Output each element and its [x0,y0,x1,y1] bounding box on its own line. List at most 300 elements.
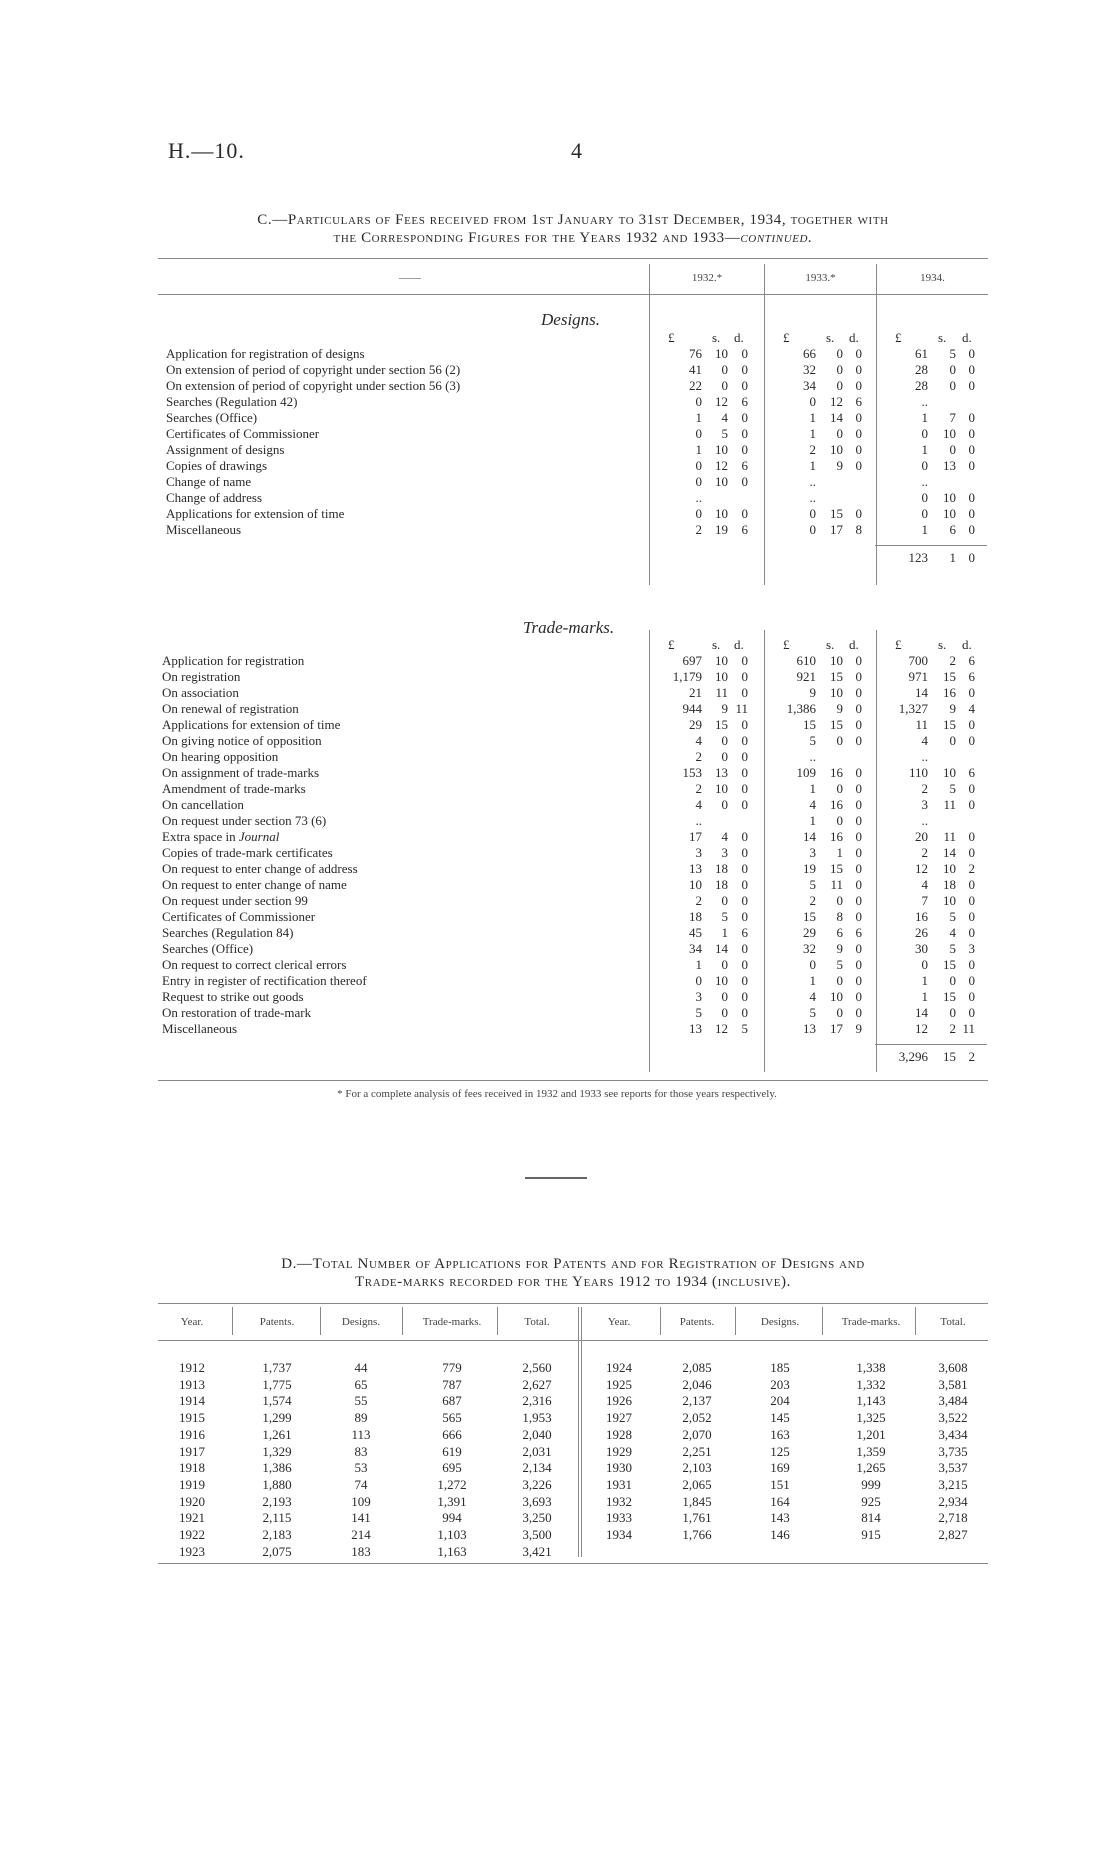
shillings: 5 [949,781,956,796]
designs-row-label: Copies of drawings [166,458,268,473]
shillings: 10 [715,653,728,668]
pounds: .. [809,490,816,505]
shillings: 0 [721,749,728,764]
unit-pound: £ [668,330,675,345]
pence: 6 [968,765,975,780]
pounds: 0 [921,506,928,521]
d-header-cell: Patents. [679,1316,715,1328]
pounds: 15 [803,717,816,732]
pence: 0 [855,957,862,972]
pounds: 0 [809,522,816,537]
shillings: 13 [715,765,728,780]
shillings: 0 [949,733,956,748]
unit-pence: d. [962,637,972,652]
unit-pence: d. [962,330,972,345]
pence: 0 [855,877,862,892]
pence: 0 [855,813,862,828]
d-left-cell: 113 [351,1426,371,1442]
d-right-cell: 164 [770,1493,790,1509]
d-left-cell: 1,299 [262,1410,292,1426]
unit-shilling: s. [712,330,721,345]
pounds: 0 [695,474,702,489]
col-head-1934: 1934. [920,272,945,284]
pounds: 1 [695,410,702,425]
shillings: 11 [943,797,956,812]
d-vline [915,1307,916,1335]
d-left-cell: 787 [442,1376,462,1392]
d-left-cell: 55 [354,1393,368,1409]
pence: 0 [741,749,748,764]
pounds: 10 [689,877,702,892]
pence: 0 [741,474,748,489]
pounds: 0 [921,957,928,972]
designs-row-label: Change of name [166,474,252,489]
shillings: 19 [715,522,728,537]
italic-label: Journal [238,829,280,844]
pence: 0 [855,1005,862,1020]
d-right-cell: 1930 [606,1460,632,1476]
pence: 6 [968,669,975,684]
d-right-cell: 3,434 [938,1426,968,1442]
pence: 0 [968,506,975,521]
pence: 0 [741,426,748,441]
pence: 0 [855,701,862,716]
shillings: 10 [715,973,728,988]
pounds: 0 [809,394,816,409]
shillings: 10 [830,989,843,1004]
designs-row-label: Applications for extension of time [166,506,345,521]
shillings: 5 [949,346,956,361]
trademarks-row-label: On hearing opposition [162,749,279,764]
shillings: 0 [721,378,728,393]
d-right-cell: 1,338 [856,1360,886,1375]
pence: 0 [968,797,975,812]
d-left-cell: 1916 [179,1426,205,1442]
pounds: 0 [921,458,928,473]
pounds: .. [809,474,816,489]
pounds: 153 [682,765,702,780]
d-left-cell: 1,163 [437,1543,467,1559]
d-left-cell: 1917 [179,1443,205,1459]
pence: 6 [741,522,748,537]
d-left-cell: 695 [442,1460,462,1476]
shillings: 5 [949,909,956,924]
d-right-cell: 1,265 [856,1460,886,1476]
shillings: 0 [836,813,843,828]
shillings: 0 [721,797,728,812]
pence: 11 [735,701,748,716]
shillings: 0 [949,973,956,988]
d-vline [578,1307,579,1557]
pence: 0 [855,653,862,668]
pence: 0 [968,426,975,441]
shillings: 16 [830,765,843,780]
trademarks-row-label: On association [162,685,239,700]
shillings: 0 [949,378,956,393]
d-right-cell: 1931 [606,1476,632,1492]
shillings: 10 [830,685,843,700]
pounds: 0 [695,394,702,409]
pence: 0 [968,909,975,924]
pence: 0 [968,877,975,892]
pounds: 1 [921,522,928,537]
d-left-cell: 619 [442,1443,462,1459]
d-right-cell: 1925 [606,1376,632,1392]
shillings: 9 [949,701,956,716]
trademarks-row-label: On request under section 99 [162,893,308,908]
d-left-cell: 3,500 [522,1527,552,1542]
designs-row-label: Certificates of Commissioner [166,426,320,441]
d-left-cell: 2,183 [262,1527,292,1542]
pounds: 700 [908,653,928,668]
unit-shilling: s. [712,637,721,652]
pence: 0 [741,685,748,700]
d-right-cell: 3,522 [938,1410,968,1426]
pounds: 5 [695,1005,702,1020]
d-left-cell: 44 [354,1360,368,1375]
pounds: .. [695,813,702,828]
pounds: 9 [809,685,816,700]
pence: 0 [968,781,975,796]
pence: 0 [741,973,748,988]
d-right-cell: 1924 [606,1360,632,1375]
unit-pence: d. [734,330,744,345]
pounds: 14 [915,1005,928,1020]
d-left-cell: 1,329 [262,1443,292,1459]
shillings: 6 [836,925,843,940]
pounds: 66 [803,346,816,361]
pounds: 921 [796,669,816,684]
d-left-cell: 1922 [179,1527,205,1542]
shillings: 0 [721,989,728,1004]
section-d-title-line2: Trade-marks recorded for the Years 1912 to 1934 (inclusive). [355,1274,791,1290]
trademarks-row-label: Certificates of Commissioner [162,909,316,924]
total-pounds: 3,296 [898,1049,928,1064]
document-code: H.—10. [168,138,245,163]
shillings: 10 [943,893,956,908]
d-header-cell: Total. [524,1316,550,1328]
pounds: 4 [921,733,928,748]
d-right-cell: 2,085 [682,1360,712,1375]
d-right-cell: 1,359 [856,1443,886,1459]
pence: 0 [741,362,748,377]
pounds: 4 [695,797,702,812]
pounds: 4 [809,797,816,812]
d-left-cell: 2,115 [262,1510,292,1526]
shillings: 18 [943,877,956,892]
trademarks-row-label: On request to correct clerical errors [162,957,347,972]
trademarks-row-label: On request to enter change of address [162,861,358,876]
unit-shilling: s. [826,637,835,652]
d-left-cell: 1,953 [522,1410,552,1426]
d-right-cell: 3,484 [938,1393,968,1409]
d-left-cell: 1,391 [437,1493,467,1509]
total-pence: 0 [968,550,975,565]
shillings: 0 [721,893,728,908]
shillings: 14 [715,941,728,956]
pence: 0 [855,685,862,700]
pounds: 28 [915,378,928,393]
pounds: 1 [809,410,816,425]
shillings: 15 [943,957,956,972]
shillings: 9 [836,458,843,473]
total-shillings: 15 [943,1049,956,1064]
pence: 0 [741,877,748,892]
pounds: 2 [695,522,702,537]
d-right-cell: 2,065 [682,1476,712,1492]
shillings: 5 [721,426,728,441]
designs-row-label: Application for registration of designs [166,346,365,361]
pounds: 1,386 [786,701,816,716]
pounds: .. [921,394,928,409]
pounds: .. [921,813,928,828]
pence: 0 [855,781,862,796]
d-left-cell: 779 [442,1360,462,1375]
pence: 0 [968,845,975,860]
d-left-cell: 2,627 [522,1376,552,1392]
trademarks-row-label: Entry in register of rectification thereof [162,973,367,988]
pounds: 2 [921,845,928,860]
shillings: 0 [836,426,843,441]
unit-pence: d. [734,637,744,652]
d-right-cell: 143 [770,1510,790,1526]
d-right-cell: 1932 [606,1493,632,1509]
d-right-cell: 3,735 [938,1443,968,1459]
section-d-title-line1: D.—Total Number of Applications for Patents and for Registration of Designs and [281,1256,865,1272]
pounds: 697 [682,653,702,668]
d-vline [581,1307,582,1557]
shillings: 15 [830,861,843,876]
pence: 6 [855,394,862,409]
d-left-cell: 214 [351,1527,371,1542]
pence: 0 [741,861,748,876]
pence: 0 [968,973,975,988]
trademarks-row-label: Application for registration [162,653,305,668]
pounds: 1 [809,426,816,441]
pounds: 45 [689,925,702,940]
shillings: 0 [836,893,843,908]
pounds: 2 [695,893,702,908]
col-head-1932: 1932.* [691,272,723,284]
shillings: 10 [715,506,728,521]
d-right-cell: 185 [770,1360,790,1375]
trademarks-row-label: On request under section 73 (6) [162,813,327,828]
d-left-cell: 1,775 [262,1376,292,1392]
pounds: 16 [915,909,928,924]
pounds: 61 [915,346,928,361]
pence: 0 [741,781,748,796]
pounds: 4 [809,989,816,1004]
d-left-cell: 3,226 [522,1476,552,1492]
d-left-cell: 1,386 [262,1460,292,1476]
d-header-cell: Designs. [760,1316,800,1328]
shillings: 15 [830,717,843,732]
d-left-cell: 2,075 [262,1543,292,1559]
pence: 0 [855,893,862,908]
shillings: 10 [715,474,728,489]
shillings: 2 [949,1021,956,1036]
d-header-cell: Trade-marks. [841,1316,901,1328]
d-right-cell: 1928 [606,1426,632,1442]
pence: 0 [968,989,975,1004]
pounds: 17 [689,829,702,844]
pounds: 3 [695,989,702,1004]
shillings: 9 [721,701,728,716]
pounds: 0 [921,426,928,441]
d-left-cell: 1918 [179,1460,205,1476]
d-vline [735,1307,736,1335]
pence: 0 [968,442,975,457]
shillings: 11 [715,685,728,700]
unit-shilling: s. [938,637,947,652]
pounds: 1 [921,410,928,425]
d-right-cell: 2,137 [682,1393,712,1409]
pence: 0 [855,845,862,860]
trademarks-row-label: Searches (Regulation 84) [162,925,294,940]
trademarks-row-label: On assignment of trade-marks [162,765,320,780]
pounds: 22 [689,378,702,393]
total-pence: 2 [968,1049,975,1064]
d-left-cell: 3,250 [522,1510,552,1526]
d-left-cell: 109 [351,1493,371,1509]
d-left-cell: 2,193 [262,1493,292,1509]
pounds: 29 [689,717,702,732]
d-left-cell: 3,421 [522,1543,552,1559]
col-head-1933: 1933.* [805,272,836,284]
pence: 0 [741,765,748,780]
d-left-cell: 994 [442,1510,462,1526]
pence: 0 [855,797,862,812]
d-right-cell: 1933 [606,1510,632,1526]
pounds: 13 [689,861,702,876]
pence: 5 [741,1021,748,1036]
pounds: 26 [915,925,928,940]
d-right-cell: 2,827 [938,1527,968,1542]
d-right-cell: 2,251 [682,1443,712,1459]
d-right-cell: 999 [861,1476,881,1492]
d-right-cell: 3,537 [938,1460,968,1476]
d-vline [497,1307,498,1335]
shillings: 10 [830,442,843,457]
pence: 0 [855,829,862,844]
pounds: 2 [809,442,816,457]
pounds: 1 [809,458,816,473]
shillings: 0 [836,378,843,393]
d-right-cell: 2,046 [682,1376,712,1392]
pence: 0 [968,1005,975,1020]
trademarks-heading: Trade-marks. [523,618,615,637]
pence: 0 [855,861,862,876]
pence: 0 [741,957,748,972]
shillings: 0 [836,362,843,377]
pounds: 1 [921,989,928,1004]
pence: 0 [855,442,862,457]
pence: 0 [741,442,748,457]
pence: 0 [741,941,748,956]
pence: 0 [741,845,748,860]
shillings: 15 [830,506,843,521]
pounds: 76 [689,346,702,361]
pence: 0 [741,346,748,361]
pounds: 1 [809,781,816,796]
d-left-cell: 141 [351,1510,371,1526]
trademarks-row-label: On renewal of registration [162,701,299,716]
d-right-cell: 1,325 [856,1410,886,1426]
pence: 0 [741,909,748,924]
pence: 0 [968,925,975,940]
trademarks-row-label: Request to strike out goods [162,989,304,1004]
d-right-cell: 145 [770,1410,790,1426]
pounds: 11 [915,717,928,732]
d-header-cell: Designs. [341,1316,381,1328]
pounds: .. [921,749,928,764]
shillings: 12 [715,1021,728,1036]
pence: 6 [741,925,748,940]
d-left-cell: 1915 [179,1410,205,1426]
pence: 0 [741,797,748,812]
shillings: 5 [721,909,728,924]
shillings: 7 [949,410,956,425]
pounds: 2 [695,749,702,764]
pounds: 4 [921,877,928,892]
d-right-cell: 1934 [606,1527,632,1542]
pounds: 1 [695,442,702,457]
pounds: 12 [915,1021,928,1036]
d-vline [822,1307,823,1335]
shillings: 15 [943,717,956,732]
d-right-cell: 1929 [606,1443,632,1459]
trademarks-row-label: Applications for extension of time [162,717,341,732]
shillings: 0 [836,346,843,361]
shillings: 4 [721,410,728,425]
pence: 9 [855,1021,862,1036]
pounds: 1 [695,957,702,972]
pence: 0 [741,717,748,732]
d-left-cell: 1,103 [437,1527,467,1542]
d-right-cell: 1,332 [856,1376,886,1392]
pence: 0 [855,717,862,732]
d-right-cell: 146 [770,1527,790,1542]
d-left-cell: 74 [354,1476,368,1492]
pence: 0 [741,989,748,1004]
d-vline [320,1307,321,1335]
d-vline [232,1307,233,1335]
pounds: 14 [915,685,928,700]
trademarks-row-label: Miscellaneous [162,1021,238,1036]
pounds: 41 [689,362,702,377]
trademarks-row-label: Copies of trade-mark certificates [162,845,333,860]
title-line2-text: the Corresponding Figures for the Years 1932 and 1933— [333,230,741,246]
d-left-cell: 2,134 [522,1460,552,1476]
d-right-cell: 2,718 [938,1510,968,1526]
trademarks-row-label: Searches (Office) [162,941,254,956]
pence: 0 [741,410,748,425]
pounds: .. [921,474,928,489]
pounds: 28 [915,362,928,377]
shillings: 15 [943,989,956,1004]
pounds: 34 [803,378,816,393]
pence: 0 [968,685,975,700]
pence: 0 [855,765,862,780]
shillings: 11 [830,877,843,892]
pence: 3 [968,941,975,956]
d-vline [660,1307,661,1335]
d-left-cell: 65 [354,1376,368,1392]
pence: 2 [968,861,975,876]
d-right-cell: 1,201 [856,1426,886,1442]
d-right-cell: 1927 [606,1410,632,1426]
d-header-cell: Year. [607,1316,631,1328]
